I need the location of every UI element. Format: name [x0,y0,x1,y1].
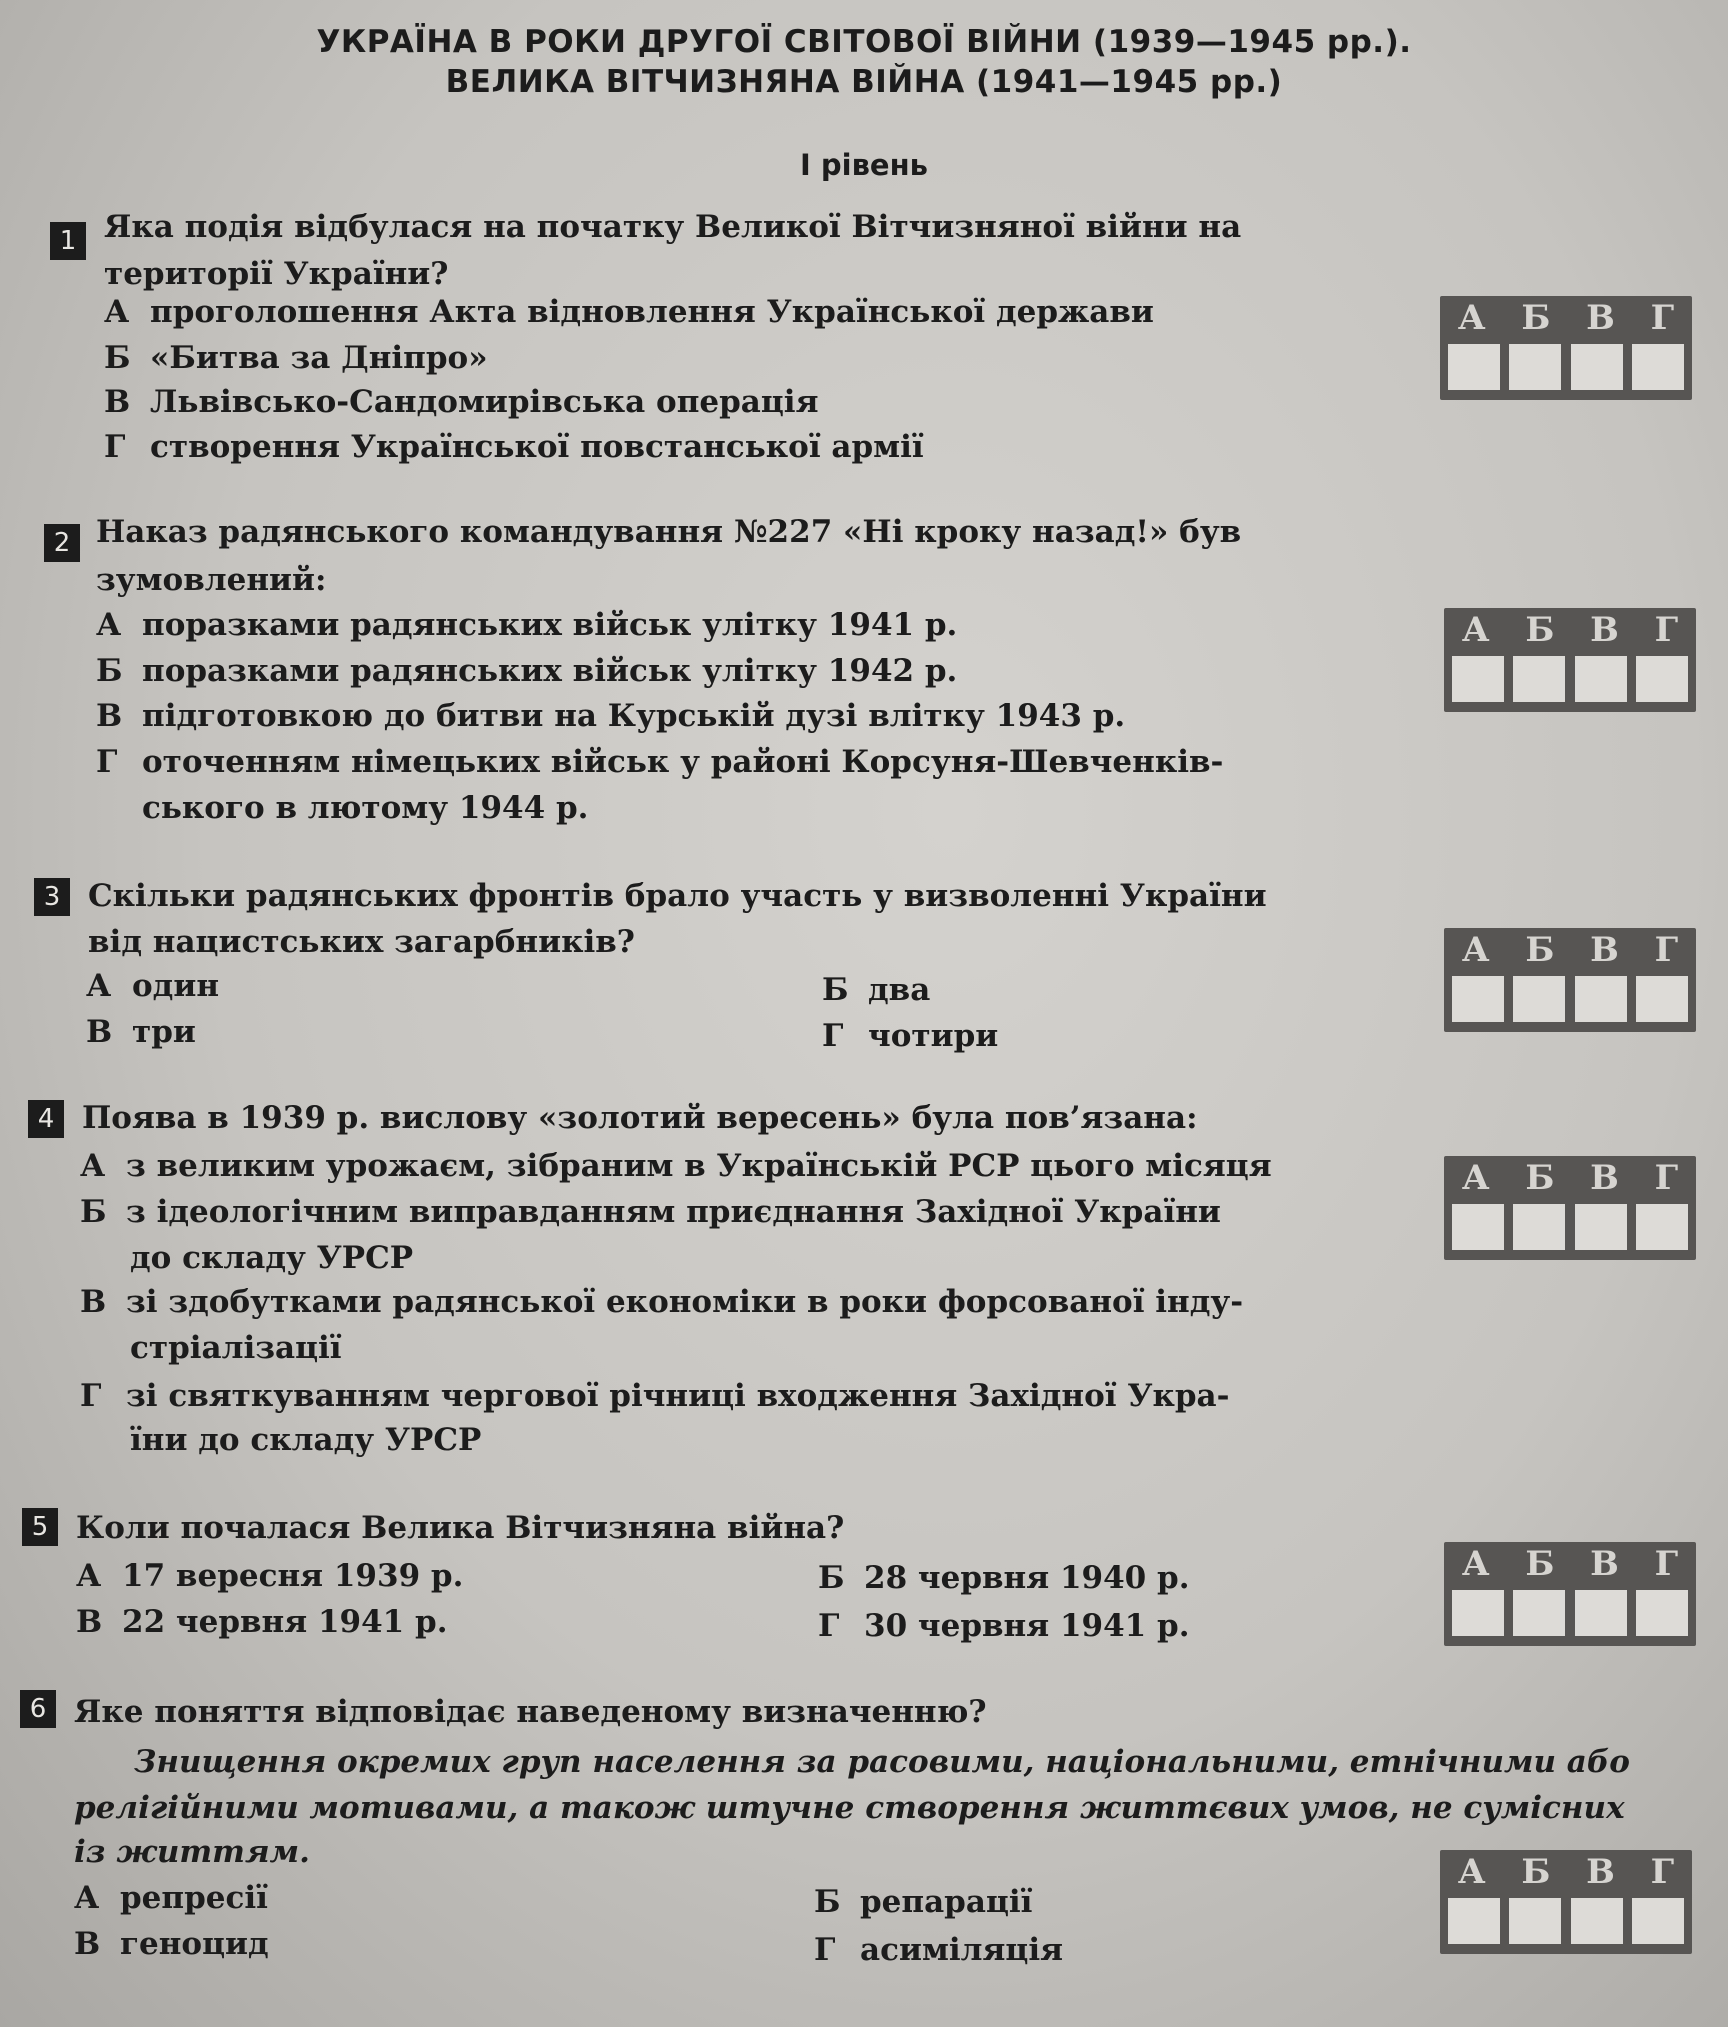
answer-cell-g[interactable] [1636,656,1688,702]
option-b[interactable]: Б «Битва за Дніпро» [104,340,488,376]
answer-cell-v[interactable] [1575,976,1627,1022]
option-v[interactable]: В геноцид [74,1926,269,1962]
answer-cell-a[interactable] [1452,1204,1504,1250]
chapter-title-line-1: УКРАЇНА В РОКИ ДРУГОЇ СВІТОВОЇ ВІЙНИ (1939—1945 рр.). [316,24,1412,60]
answer-cell-a[interactable] [1448,344,1500,390]
option-g-continued: їни до складу УРСР [130,1422,482,1458]
answer-grid: А Б В Г [1444,1156,1696,1260]
answer-grid: А Б В Г [1440,296,1692,400]
question-number-badge: 5 [22,1508,58,1546]
answer-cell-b[interactable] [1513,656,1565,702]
option-a[interactable]: А поразками радянських військ улітку 1941 р. [96,607,958,643]
question-text-line: Яка подія відбулася на початку Великої Вітчизняної війни на [104,209,1242,245]
option-v-continued: стріалізації [130,1330,342,1366]
answer-cell-b[interactable] [1513,1204,1565,1250]
definition-line: із життям. [74,1834,310,1870]
answer-cell-v[interactable] [1571,344,1623,390]
answer-grid: А Б В Г [1440,1850,1692,1954]
option-g[interactable]: Г чотири [822,1018,999,1054]
question-number-badge: 4 [28,1100,64,1138]
option-g-continued: ського в лютому 1944 р. [142,790,589,826]
answer-cell-b[interactable] [1513,976,1565,1022]
answer-cell-b[interactable] [1509,1898,1561,1944]
option-a[interactable]: А один [86,968,220,1004]
question-text-line: від нацистських загарбників? [88,924,635,960]
question-text-line: зумовлений: [96,562,327,598]
question-text-line: Яке поняття відповідає наведеному визначенню? [74,1694,987,1730]
answer-cell-b[interactable] [1513,1590,1565,1636]
answer-cell-v[interactable] [1575,1590,1627,1636]
answer-cell-v[interactable] [1575,1204,1627,1250]
option-v[interactable]: В три [86,1014,196,1050]
option-b-continued: до складу УРСР [130,1240,414,1276]
answer-cell-a[interactable] [1452,656,1504,702]
question-text-line: Наказ радянського командування №227 «Ні кроку назад!» був [96,514,1242,550]
answer-cell-g[interactable] [1636,976,1688,1022]
option-g[interactable]: Г 30 червня 1941 р. [818,1608,1190,1644]
option-g[interactable]: Г оточенням німецьких військ у районі Корсуня-Шевченків- [96,744,1224,780]
option-b[interactable]: Б 28 червня 1940 р. [818,1560,1190,1596]
question-number-badge: 3 [34,878,70,916]
answer-grid: А Б В Г [1444,928,1696,1032]
option-b[interactable]: Б з ідеологічним виправданням приєднання Західної України [80,1194,1221,1230]
option-b[interactable]: Б репарації [814,1884,1033,1920]
option-v[interactable]: В Львівсько-Сандомирівська операція [104,384,819,420]
option-a[interactable]: А проголошення Акта відновлення Української держави [104,294,1154,330]
question-number-badge: 2 [44,524,80,562]
answer-cell-v[interactable] [1571,1898,1623,1944]
answer-cell-a[interactable] [1448,1898,1500,1944]
option-b[interactable]: Б поразками радянських військ улітку 1942 р. [96,653,958,689]
answer-cell-a[interactable] [1452,976,1504,1022]
definition-line: релігійними мотивами, а також штучне створення життєвих умов, не сумісних [74,1790,1625,1826]
definition-line: Знищення окремих груп населення за расовими, національними, етнічними або [134,1744,1630,1780]
option-v[interactable]: В зі здобутками радянської економіки в роки форсованої інду- [80,1284,1244,1320]
option-a[interactable]: А з великим урожаєм, зібраним в Українській РСР цього місяця [80,1148,1272,1184]
answer-cell-g[interactable] [1632,344,1684,390]
answer-cell-g[interactable] [1636,1204,1688,1250]
answer-cell-a[interactable] [1452,1590,1504,1636]
answer-cell-v[interactable] [1575,656,1627,702]
option-g[interactable]: Г асиміляція [814,1932,1063,1968]
answer-grid: А Б В Г [1444,608,1696,712]
chapter-title-line-2: ВЕЛИКА ВІТЧИЗНЯНА ВІЙНА (1941—1945 рр.) [445,64,1283,100]
level-heading: І рівень [800,148,928,182]
question-text-line: Скільки радянських фронтів брало участь у визволенні України [88,878,1267,914]
option-g[interactable]: Г створення Української повстанської армії [104,429,924,465]
option-a[interactable]: А репресії [74,1880,268,1916]
answer-cell-g[interactable] [1636,1590,1688,1636]
option-b[interactable]: Б два [822,972,931,1008]
question-text-line: Поява в 1939 р. вислову «золотий вересень» була пов’язана: [82,1100,1198,1136]
option-a[interactable]: А 17 вересня 1939 р. [76,1558,464,1594]
answer-grid: А Б В Г [1444,1542,1696,1646]
option-g[interactable]: Г зі святкуванням чергової річниці входження Західної Укра- [80,1378,1230,1414]
answer-cell-g[interactable] [1632,1898,1684,1944]
question-number-badge: 1 [50,222,86,260]
answer-cell-b[interactable] [1509,344,1561,390]
option-v[interactable]: В підготовкою до битви на Курській дузі влітку 1943 р. [96,698,1126,734]
question-text-line: Коли почалася Велика Вітчизняна війна? [76,1510,845,1546]
option-v[interactable]: В 22 червня 1941 р. [76,1604,448,1640]
question-number-badge: 6 [20,1690,56,1728]
question-text-line: території України? [104,256,449,292]
